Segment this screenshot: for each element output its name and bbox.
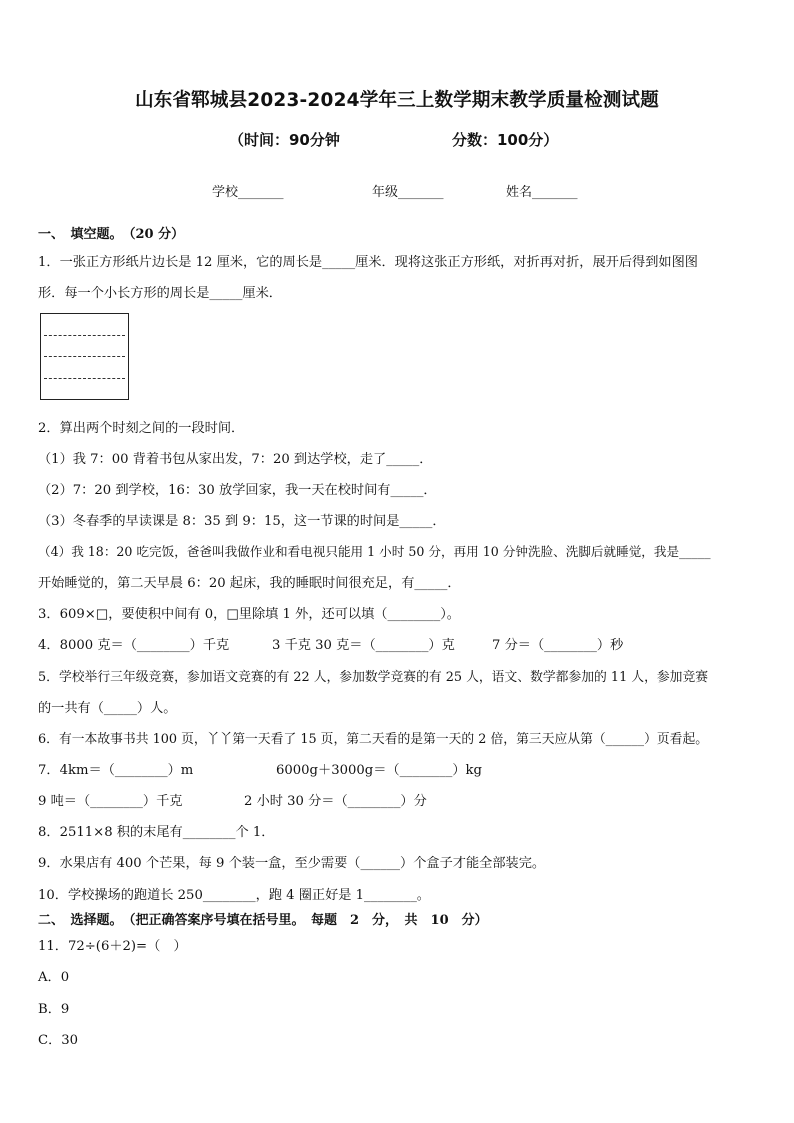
question-line: 5．学校举行三年级竞赛，参加语文竞赛的有 22 人，参加数学竞赛的有 25 人，语文、数学都参加的 11 人，参加竞赛 [38, 670, 709, 685]
school-field: 学校_______ [212, 185, 284, 200]
grade-field: 年级_______ [372, 185, 444, 200]
question-line: 6000g＋3000g＝（________）kg [276, 763, 482, 778]
question-line: 2 小时 30 分＝（________）分 [244, 794, 427, 809]
question-line: 6．有一本故事书共 100 页，丫丫第一天看了 15 页，第二天看的是第一天的 2 倍，第三天应从第（______）页看起。 [38, 732, 709, 747]
fold-line [44, 356, 125, 357]
page-title: 山东省郓城县2023-2024学年三上数学期末教学质量检测试题 [135, 90, 659, 111]
folded-square-figure [40, 313, 129, 400]
question-line: 9 吨＝（________）千克 [38, 794, 183, 809]
question-line: 8．2511×8 积的末尾有________个 1． [38, 825, 275, 840]
option-b: B．9 [38, 1002, 70, 1017]
section-heading: 二、 选择题。 （把正确答案序号填在括号里。 每题 2 分， 共 10 分） [38, 913, 488, 928]
exam-score: 分数：100分） [452, 131, 559, 149]
question-line: （3）冬春季的早读课是 8：35 到 9：15，这一节课的时间是_____． [38, 514, 446, 529]
question-line: 3 千克 30 克＝（________）克 [272, 638, 455, 653]
option-c: C．30 [38, 1033, 79, 1048]
fold-line [44, 335, 125, 336]
section-heading: 一、 填空题。 （20 分） [38, 227, 185, 242]
question-line: 9．水果店有 400 个芒果，每 9 个装一盒，至少需要（______）个盒子才能全部装完。 [38, 856, 546, 871]
question-line: （2）7：20 到学校，16：30 放学回家，我一天在校时间有_____． [38, 483, 437, 498]
question-line: 开始睡觉的，第二天早晨 6：20 起床，我的睡眠时间很充足，有_____． [38, 576, 461, 591]
question-line: （1）我 7：00 背着书包从家出发，7：20 到达学校，走了_____． [38, 452, 433, 467]
question-line: 4．8000 克＝（________）千克 [38, 638, 230, 653]
question-line: 7．4km＝（________）m [38, 763, 194, 778]
question-line: 1．一张正方形纸片边长是 12 厘米，它的周长是_____厘米．现将这张正方形纸，对折再对折，展开后得到如图图 [38, 255, 698, 270]
question-stem: 11．72÷(6＋2)=（ ） [38, 939, 187, 954]
fold-line [44, 378, 125, 379]
question-line: 3．609×□，要使积中间有 0，□里除填 1 外，还可以填（________）。 [38, 607, 460, 622]
question-line: 7 分＝（________）秒 [492, 638, 624, 653]
name-field: 姓名_______ [506, 185, 578, 200]
question-line: 的一共有（_____）人。 [38, 701, 177, 716]
exam-time: （时间：90分钟 [229, 131, 340, 149]
option-a: A．0 [38, 970, 70, 985]
question-line: 2．算出两个时刻之间的一段时间． [38, 421, 245, 436]
question-line: 10．学校操场的跑道长 250________，跑 4 圈正好是 1________。 [38, 888, 430, 903]
question-line: 形．每一个小长方形的周长是_____厘米． [38, 286, 282, 301]
question-line: （4）我 18：20 吃完饭，爸爸叫我做作业和看电视只能用 1 小时 50 分，再用 10 分钟洗脸、洗脚后就睡觉，我是_____ [38, 544, 711, 559]
